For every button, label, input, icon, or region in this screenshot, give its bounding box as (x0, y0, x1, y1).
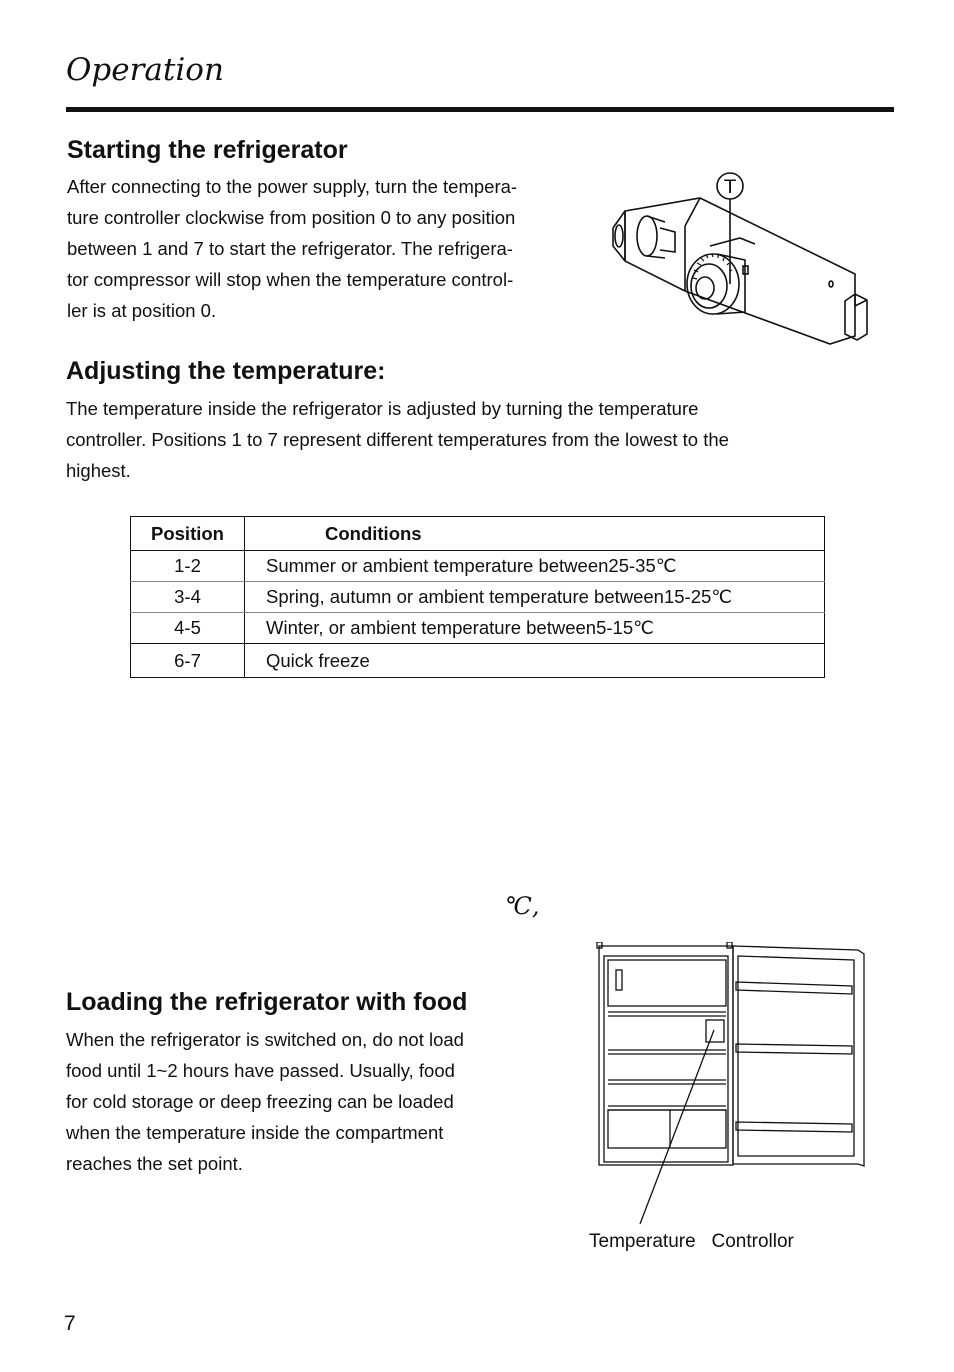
paragraph-line: tor compressor will stop when the temperature control- (67, 269, 514, 290)
heading-loading: Loading the refrigerator with food (66, 988, 468, 1016)
paragraph-line: when the temperature inside the compartment (66, 1122, 444, 1143)
header-rule (66, 107, 894, 112)
table-row (131, 582, 825, 613)
paragraph-line: ture controller clockwise from position 0 to any position (67, 207, 516, 228)
paragraph-loading (66, 1024, 546, 1179)
table-cell-position: 6-7 (131, 644, 245, 678)
paragraph-line: controller. Positions 1 to 7 represent different temperatures from the lowest to the (66, 429, 729, 450)
table-row (131, 613, 825, 644)
paragraph-line: between 1 and 7 to start the refrigerator. The refrigera- (67, 238, 513, 259)
table-cell-condition: Spring, autumn or ambient temperature between15-25℃ (245, 582, 825, 613)
table-cell-condition: Summer or ambient temperature between25-35℃ (245, 551, 825, 582)
table-cell-position: 4-5 (131, 613, 245, 644)
table-cell-position: 1-2 (131, 551, 245, 582)
heading-adjusting: Adjusting the temperature: (66, 357, 386, 385)
paragraph-line: The temperature inside the refrigerator is adjusted by turning the temperature (66, 398, 699, 419)
table-row (131, 644, 825, 678)
paragraph-adjusting (66, 393, 866, 486)
paragraph-line: ler is at position 0. (67, 300, 217, 321)
paragraph-line: After connecting to the power supply, turn the tempera- (67, 176, 518, 197)
table-header-row (131, 517, 825, 551)
paragraph-line: When the refrigerator is switched on, do not load (66, 1029, 464, 1050)
paragraph-line: reaches the set point. (66, 1153, 243, 1174)
table-row (131, 551, 825, 582)
page-header-title: Operation (66, 52, 224, 88)
stray-degree-mark: ℃, (505, 892, 540, 920)
paragraph-starting (67, 171, 597, 326)
refrigerator-figure (596, 942, 868, 1232)
table-header-conditions: Conditions (245, 517, 825, 551)
temperature-controller-figure (605, 166, 875, 351)
table-cell-condition: Quick freeze (245, 644, 825, 678)
table-cell-position: 3-4 (131, 582, 245, 613)
conditions-table (130, 516, 825, 678)
table-header-position: Position (131, 517, 245, 551)
page-number: 7 (64, 1312, 76, 1335)
paragraph-line: food until 1~2 hours have passed. Usually, food (66, 1060, 455, 1081)
paragraph-line: for cold storage or deep freezing can be loaded (66, 1091, 454, 1112)
heading-starting: Starting the refrigerator (67, 136, 348, 164)
table-cell-condition: Winter, or ambient temperature between5-15℃ (245, 613, 825, 644)
figure-label-t: T (724, 176, 736, 198)
figure-caption-temperature-controllor: Temperature Controllor (589, 1231, 794, 1252)
paragraph-line: highest. (66, 460, 131, 481)
